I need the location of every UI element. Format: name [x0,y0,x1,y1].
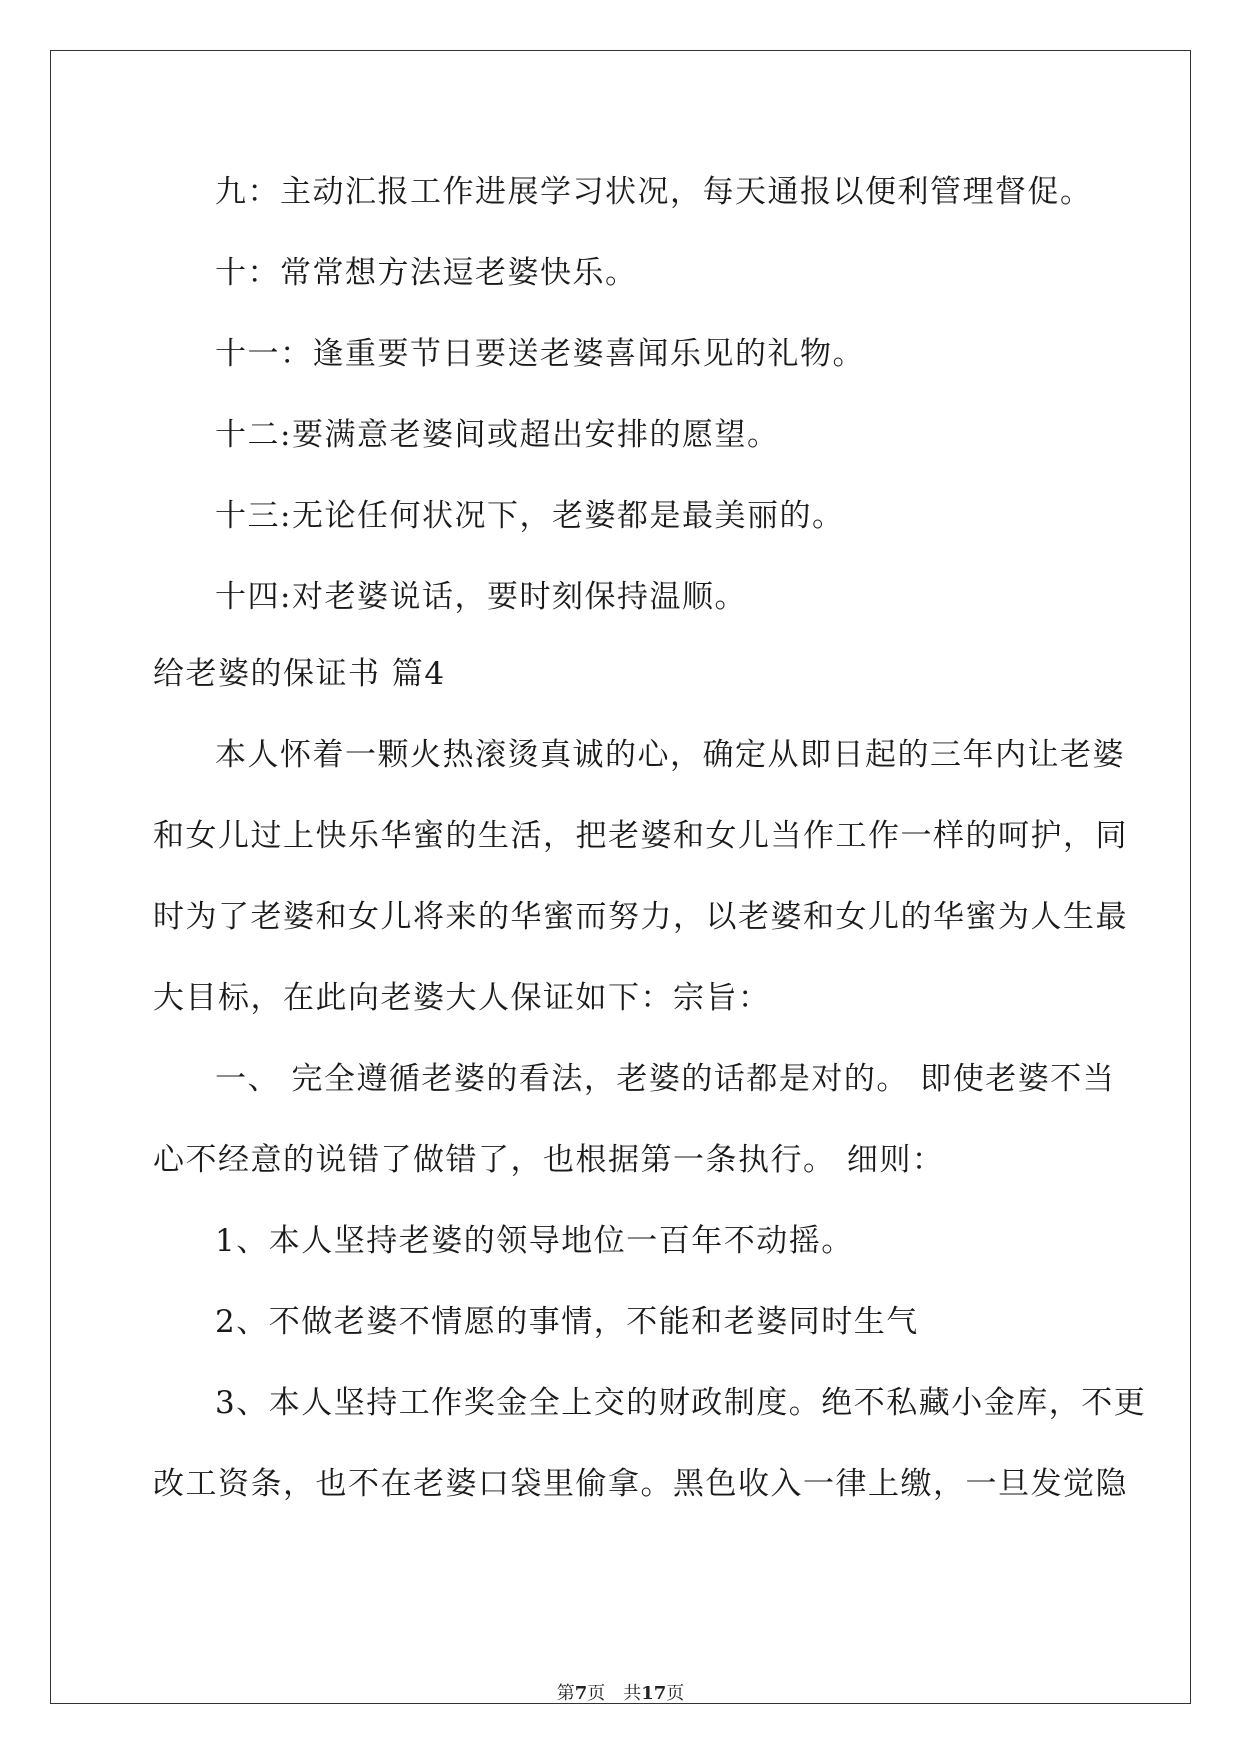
page-total: 17 [641,1683,667,1704]
page-footer [0,1682,1241,1706]
clause-13: 十三:无论任何状况下，老婆都是最美丽的。 [215,498,845,534]
paragraph-line: 一、 完全遵循老婆的看法，老婆的话都是对的。 即使老婆不当 [215,1061,1116,1097]
rule-1: 1、本人坚持老婆的领导地位一百年不动摇。 [215,1223,854,1259]
rule-3: 3、本人坚持工作奖金全上交的财政制度。绝不私藏小金库，不更 [215,1385,1147,1421]
paragraph-line: 本人怀着一颗火热滚烫真诚的心，确定从即日起的三年内让老婆 [215,737,1125,773]
clause-12: 十二:要满意老婆间或超出安排的愿望。 [215,417,780,453]
paragraph-line: 改工资条，也不在老婆口袋里偷拿。黑色收入一律上缴，一旦发觉隐 [153,1466,1128,1502]
paragraph-line: 大目标，在此向老婆大人保证如下：宗旨： [153,980,771,1016]
clause-10: 十：常常想方法逗老婆快乐。 [215,255,638,291]
page-border [50,50,1191,1704]
clause-11: 十一：逢重要节日要送老婆喜闻乐见的礼物。 [215,336,865,372]
page-label-prefix: 第 [556,1683,575,1704]
clause-9: 九：主动汇报工作进展学习状况，每天通报以便利管理督促。 [215,174,1093,210]
page-label-suffix: 页 [666,1683,685,1704]
clause-14: 十四:对老婆说话，要时刻保持温顺。 [215,579,747,615]
paragraph-line: 和女儿过上快乐华蜜的生活，把老婆和女儿当作工作一样的呵护，同 [153,818,1128,854]
page-label-mid: 页 共 [587,1683,642,1704]
page-current: 7 [574,1683,588,1704]
paragraph-line: 时为了老婆和女儿将来的华蜜而努力，以老婆和女儿的华蜜为人生最 [153,899,1128,935]
section-heading: 给老婆的保证书 篇4 [153,656,446,692]
paragraph-line: 心不经意的说错了做错了，也根据第一条执行。 细则： [153,1142,945,1178]
rule-2: 2、不做老婆不情愿的事情，不能和老婆同时生气 [215,1304,919,1340]
